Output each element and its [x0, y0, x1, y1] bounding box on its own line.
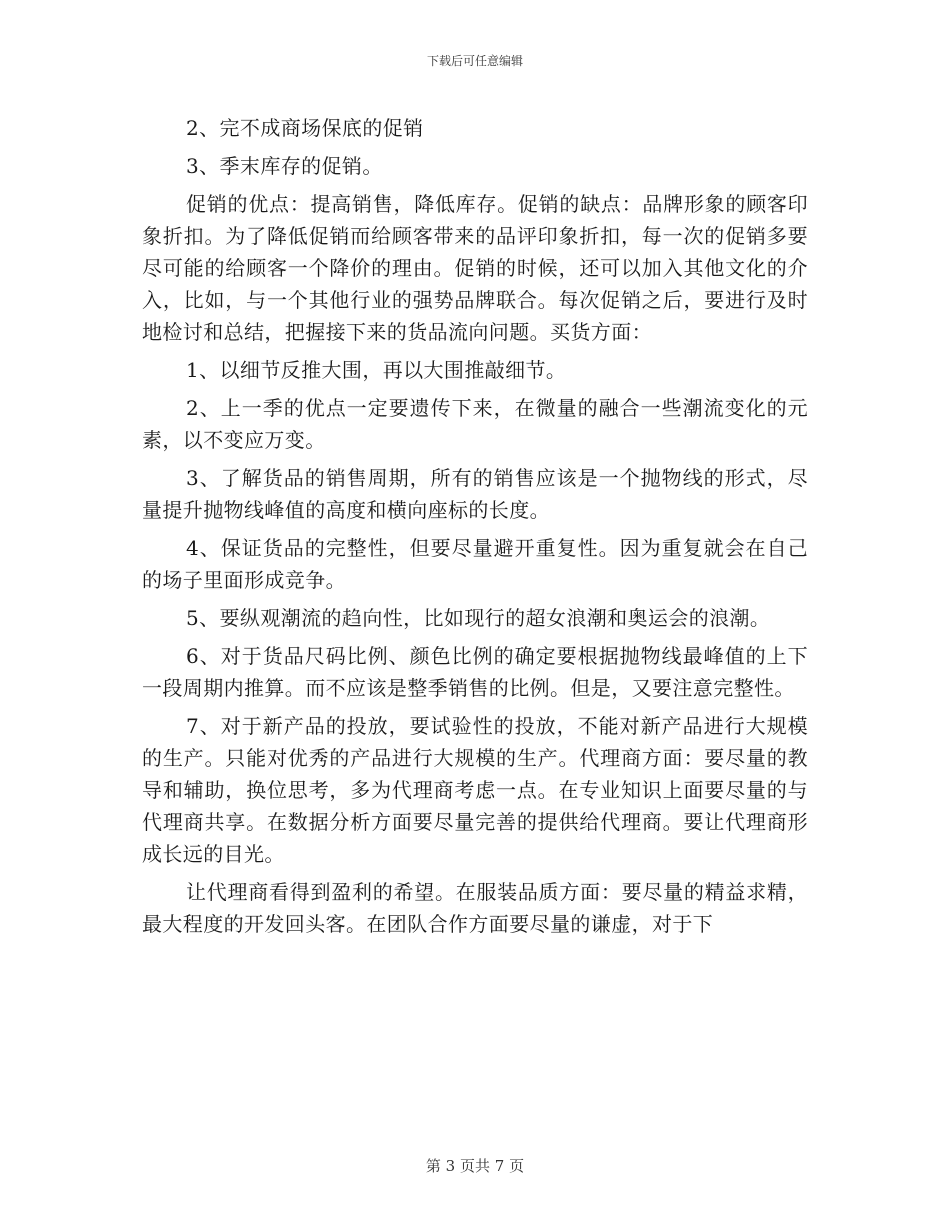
paragraph: 2、上一季的优点一定要遗传下来，在微量的融合一些潮流变化的元素，以不变应万变。 — [142, 396, 808, 452]
paragraph: 6、对于货品尺码比例、颜色比例的确定要根据抛物线最峰值的上下一段周期内推算。而不应该是整季销售的比例。但是，又要注意完整性。 — [142, 644, 808, 700]
paragraph: 5、要纵观潮流的趋向性，比如现行的超女浪潮和奥运会的浪潮。 — [186, 606, 771, 630]
paragraph: 7、对于新产品的投放，要试验性的投放，不能对新产品进行大规模的生产。只能对优秀的产品进行大规模的生产。代理商方面：要尽量的教导和辅助，换位思考，多为代理商考虑一点。在专业知识上面要尽量的与代理商共享。在数据分析方面要尽量完善的提供给代理商。要让代理商形成长远的目光。 — [142, 714, 808, 866]
document-body — [142, 112, 808, 946]
paragraph: 1、以细节反推大围，再以大围推敲细节。 — [186, 358, 567, 382]
paragraph: 4、保证货品的完整性，但要尽量避开重复性。因为重复就会在自己的场子里面形成竞争。 — [142, 536, 808, 592]
paragraph: 2、完不成商场保底的促销 — [186, 116, 424, 140]
paragraph: 让代理商看得到盈利的希望。在服装品质方面：要尽量的精益求精，最大程度的开发回头客。在团队合作方面要尽量的谦虚，对于下 — [142, 880, 808, 936]
page-header: 下载后可任意编辑 — [426, 54, 523, 68]
paragraph: 促销的优点：提高销售，降低库存。促销的缺点：品牌形象的顾客印象折扣。为了降低促销而给顾客带来的品评印象折扣，每一次的促销多要尽可能的给顾客一个降价的理由。促销的时候，还可以加入其他文化的介入，比如，与一个其他行业的强势品牌联合。每次促销之后，要进行及时地检讨和总结，把握接下来的货品流向问题。买货方面： — [142, 192, 808, 344]
paragraph: 3、季末库存的促销。 — [186, 154, 383, 178]
page-footer: 第 3 页共 7 页 — [425, 1157, 525, 1175]
paragraph: 3、了解货品的销售周期，所有的销售应该是一个抛物线的形式，尽量提升抛物线峰值的高度和横向座标的长度。 — [142, 466, 808, 522]
